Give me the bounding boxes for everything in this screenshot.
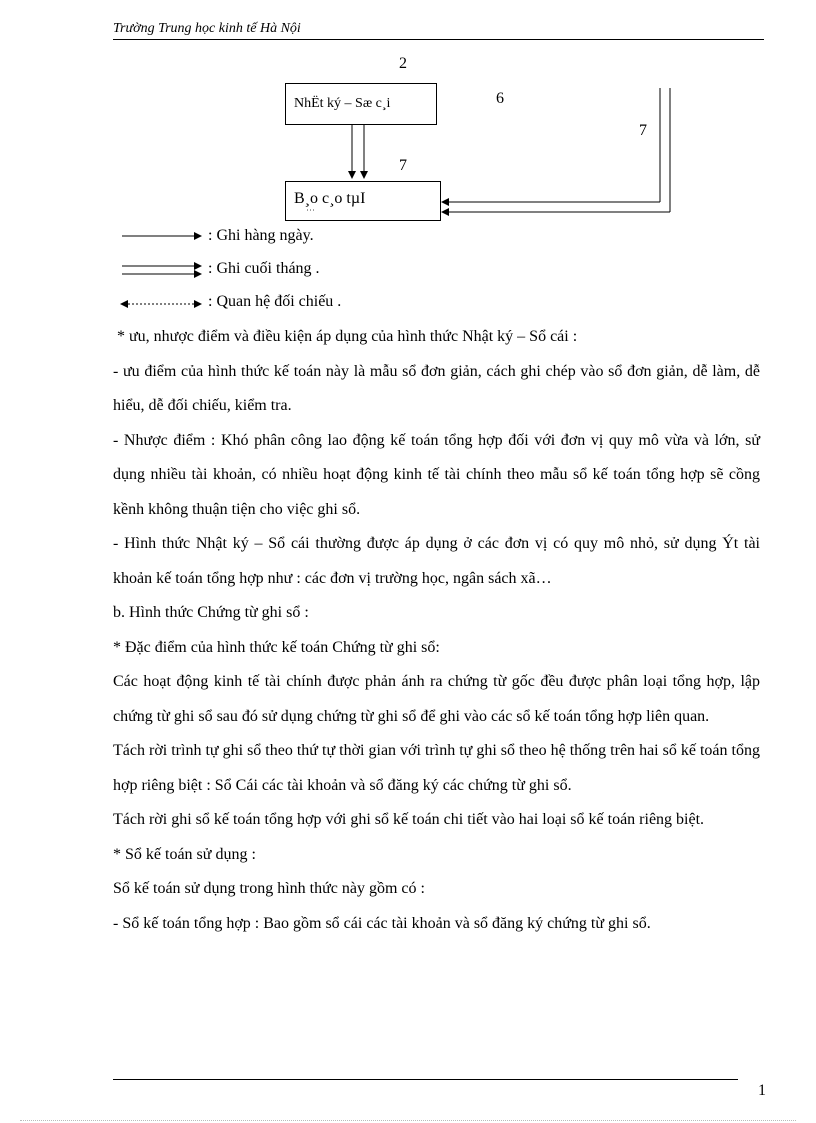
footer-divider — [113, 1079, 738, 1080]
paragraph: - ưu điểm của hình thức kế toán này là mẫu sổ đơn giản, cách ghi chép vào sổ đơn giản, dễ làm, dễ hiểu, dễ đối chiếu, kiểm tra. — [113, 362, 760, 414]
paragraph: * Sổ kế toán sử dụng : — [113, 845, 256, 863]
paragraph: * Đặc điểm của hình thức kế toán Chứng từ ghi sổ: — [113, 638, 440, 656]
paragraph: * ưu, nhược điểm và điều kiện áp dụng của hình thức Nhật ký – Sổ cái : — [113, 328, 578, 345]
paragraph: - Sổ kế toán tổng hợp : Bao gồm sổ cái các tài khoản và sổ đăng ký chứng từ ghi sổ. — [113, 914, 651, 932]
paragraph: Tách rời ghi sổ kế toán tổng hợp với ghi sổ kế toán chi tiết vào hai loại sổ kế toán riêng biệt. — [113, 811, 705, 828]
label-7-right: 7 — [639, 122, 647, 139]
paragraph: - Hình thức Nhật ký – Sổ cái thường được áp dụng ở các đơn vị có quy mô nhỏ, sử dụng Ýt tài khoản kế toán tổng hợp như : các đơn vị trường học, ngân sách xã… — [113, 535, 760, 587]
paragraph: Sổ kế toán sử dụng trong hình thức này gồm có : — [113, 880, 425, 897]
legend-daily-text: : Ghi hàng ngày. — [208, 227, 314, 244]
flow-diagram — [0, 0, 816, 230]
paragraph: Tách rời trình tự ghi sổ theo thứ tự thời gian với trình tự ghi sổ theo hệ thống trên hai sổ kế toán tổng hợp riêng biệt : Sổ Cái các tài khoản và sổ đăng ký các chứng từ ghi sổ. — [113, 742, 760, 794]
legend-compare-text: : Quan hệ đối chiếu . — [208, 293, 342, 310]
page-header: Trường Trung học kinh tế Hà Nội — [113, 21, 301, 36]
page-edge-dots — [20, 1120, 796, 1121]
journal-ledger-label: NhËt ký – Sæ c¸i — [294, 96, 391, 111]
body-text — [113, 320, 760, 941]
label-7-center: 7 — [399, 157, 407, 174]
legend-monthly — [120, 258, 520, 282]
legend-daily — [120, 225, 520, 249]
report-sublabel: ˙˙˙ — [306, 208, 315, 218]
report-label: B¸o c¸o tµI — [294, 190, 366, 207]
paragraph: - Nhược điểm : Khó phân công lao động kế toán tổng hợp đối với đơn vị quy mô vừa và lớn, sử dụng nhiều tài khoản, có nhiều hoạt động kinh tế tài chính theo mẫu sổ kế toán tổng hợp sẽ cồng kềnh không thuận tiện cho việc ghi sổ. — [113, 431, 760, 518]
paragraph: b. Hình thức Chứng từ ghi sổ : — [113, 604, 309, 621]
label-6: 6 — [496, 90, 504, 107]
paragraph: Các hoạt động kinh tế tài chính được phản ánh ra chứng từ gốc đều được phân loại tổng hợp, lập chứng từ ghi sổ sau đó sử dụng chứng từ ghi sổ để ghi vào các sổ kế toán tổng hợp liên quan. — [113, 673, 760, 725]
legend-monthly-text: : Ghi cuối tháng . — [208, 260, 320, 277]
page-number: 1 — [758, 1082, 766, 1099]
label-2: 2 — [399, 55, 407, 72]
legend-compare — [120, 291, 520, 315]
compare-dotted-arrow-icon — [120, 291, 204, 315]
daily-arrow-icon — [120, 225, 204, 249]
monthly-double-arrow-icon — [120, 258, 204, 282]
report-box — [285, 181, 441, 221]
journal-ledger-box — [285, 83, 437, 125]
